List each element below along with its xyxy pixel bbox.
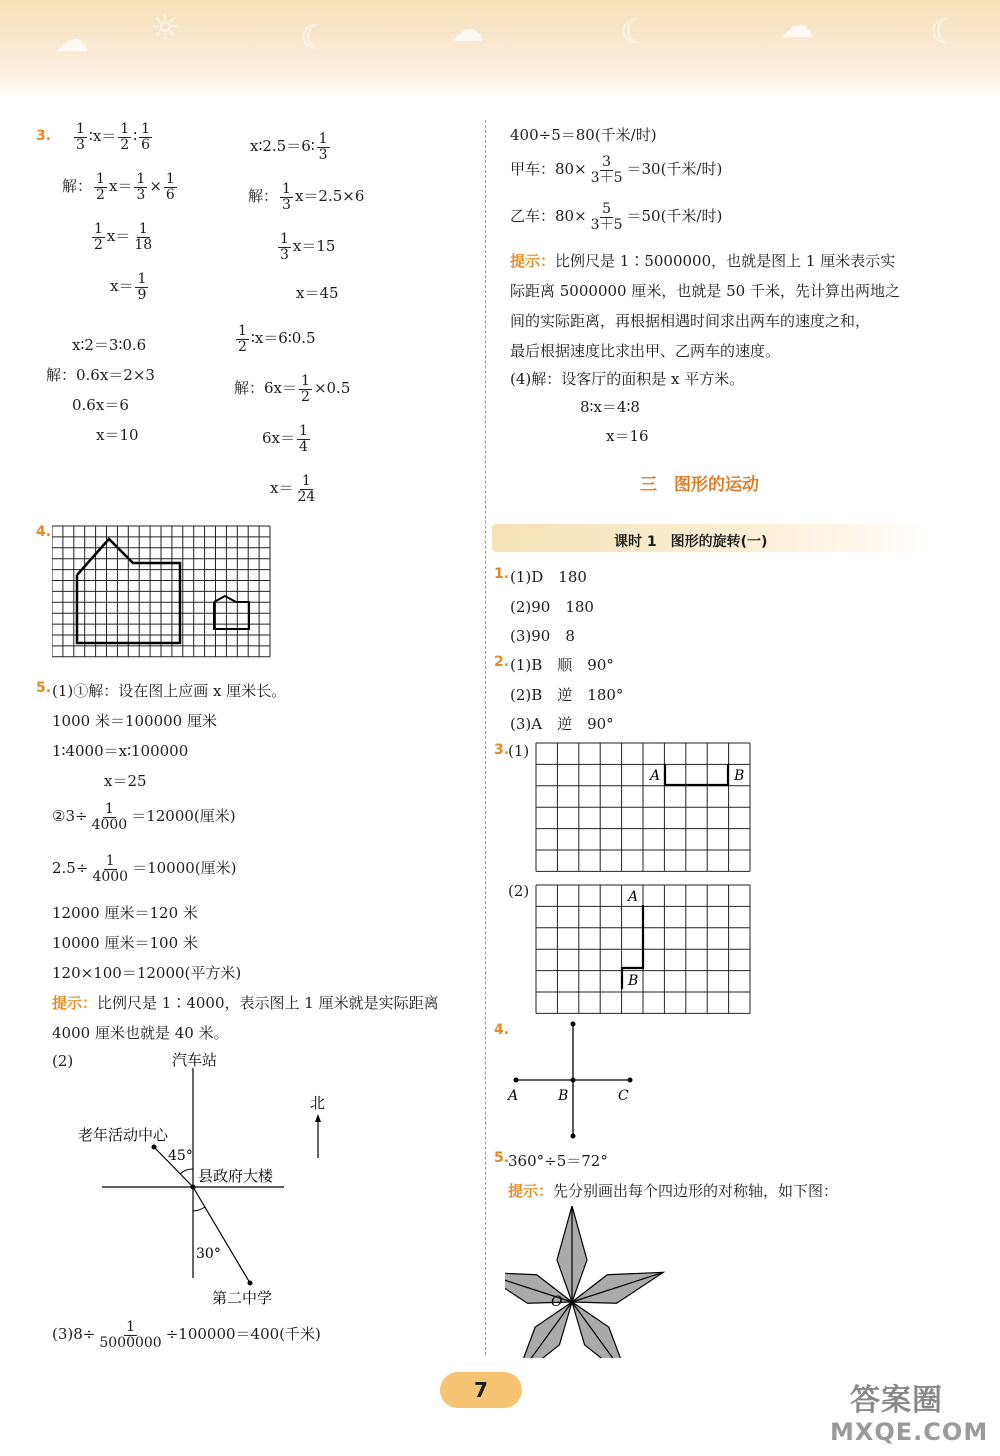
- direction-line-se: [193, 1187, 250, 1283]
- label-B: B: [628, 973, 639, 989]
- q3a-step2: $\frac{1}{2}$ x＝ $\frac{1}{18}$: [94, 221, 153, 253]
- q5-number: 5.: [36, 680, 52, 696]
- r1-number: 1.: [494, 566, 510, 582]
- label-north: 北: [310, 1094, 326, 1112]
- r3-grid-2: [535, 884, 751, 1014]
- label-bus-station: 汽车站: [172, 1051, 218, 1069]
- angle-arc-30: [193, 1207, 205, 1211]
- watermark-logo: 答案圈: [850, 1383, 943, 1418]
- r-part4-line-2: 8∶x＝4∶8: [580, 398, 640, 416]
- kite-petals: [505, 1206, 663, 1358]
- section-title: 三 图形的运动: [640, 475, 759, 495]
- q3b-step3: x＝45: [296, 284, 339, 302]
- r4-number: 4.: [494, 1022, 510, 1038]
- lesson-title: 课时 1 图形的旋转(一): [614, 534, 768, 550]
- q5-line-8: 10000 厘米＝100 米: [52, 934, 198, 952]
- q5-line-7: 12000 厘米＝120 米: [52, 904, 198, 922]
- r3-part1-label: (1): [508, 742, 530, 760]
- point-government: [191, 1185, 196, 1190]
- q5-line-2: 1000 米＝100000 厘米: [52, 712, 217, 730]
- point-top: [571, 1022, 576, 1027]
- r-jia-line: 甲车：80× $\frac{3}{3+5}$ ＝30(千米/时): [510, 154, 723, 186]
- r2-line-1: (1)B 顺 90°: [510, 656, 614, 674]
- point-bottom: [571, 1134, 576, 1139]
- page-number: 7: [440, 1372, 522, 1408]
- r5-number: 5.: [494, 1150, 510, 1166]
- r3-number: 3.: [494, 742, 510, 758]
- q5-hint-line-2: 4000 厘米也就是 40 米。: [52, 1024, 229, 1042]
- fraction: $\frac{1}{3}$: [76, 121, 85, 153]
- q3a-step1: 解： $\frac{1}{2}$ x＝ $\frac{1}{3}$ × $\frac{1}{6}$: [62, 171, 175, 203]
- label-B: B: [734, 768, 745, 784]
- q3c-step1: 解：0.6x＝2×3: [46, 366, 155, 384]
- r1-line-2: (2)90 180: [510, 598, 594, 616]
- q3d-step3: x＝ $\frac{1}{24}$: [270, 473, 316, 505]
- point-school: [248, 1281, 253, 1286]
- r2-line-3: (3)A 逆 90°: [510, 715, 614, 733]
- r-hint-line-2: 际距离 5000000 厘米，也就是 50 千米，先计算出两地之: [510, 282, 900, 300]
- r-hint-line-1: 提示：比例尺是 1∶5000000，也就是图上 1 厘米表示实: [510, 252, 896, 270]
- point-B: [571, 1078, 576, 1083]
- q5-hint-line-1: 提示：比例尺是 1∶4000，表示图上 1 厘米就是实际距离: [52, 994, 439, 1012]
- r5-line-1: 360°÷5＝72°: [508, 1152, 608, 1170]
- kite-petal: [572, 1302, 628, 1358]
- label-A: A: [508, 1088, 519, 1104]
- column-divider: [485, 120, 486, 1355]
- q5-line-4: x＝25: [104, 772, 147, 790]
- q5-part2-label: (2): [52, 1052, 74, 1070]
- label-A: A: [628, 889, 639, 905]
- cloud-icon: ☁: [780, 6, 814, 46]
- q3b-equation: x∶2.5＝6∶ $\frac{1}{3}$: [250, 131, 328, 163]
- r3-grid-1: [535, 742, 751, 872]
- q3a-equation: $\frac{1}{3}$ ∶x＝ $\frac{1}{2}$ ∶ $\frac{1}{6}$: [76, 121, 151, 153]
- r5-star-figure: [505, 1206, 675, 1358]
- q5-line-9: 120×100＝12000(平方米): [52, 964, 242, 982]
- angle-arc-45: [180, 1169, 193, 1174]
- q4-number: 4.: [36, 524, 52, 540]
- q3c-step3: x＝10: [96, 426, 139, 444]
- moon-icon: ☾: [930, 12, 961, 52]
- label-C: C: [618, 1088, 629, 1104]
- q3a-step3: x＝ $\frac{1}{9}$: [110, 271, 147, 303]
- label-elder-center: 老年活动中心: [78, 1126, 169, 1144]
- north-arrow-head: [315, 1114, 321, 1122]
- q4-grid-figure: [52, 525, 274, 665]
- cloud-icon: ☁: [450, 10, 484, 50]
- label-45deg: 45°: [168, 1148, 193, 1164]
- grid-lines: [536, 743, 750, 871]
- r-hint-line-4: 最后根据速度比求出甲、乙两车的速度。: [510, 342, 781, 360]
- q3c-equation: x∶2＝3∶0.6: [72, 336, 147, 354]
- grid-lines: [52, 526, 270, 657]
- q3c-step2: 0.6x＝6: [72, 396, 129, 414]
- r1-line-3: (3)90 8: [510, 627, 575, 645]
- label-B: B: [558, 1088, 569, 1104]
- point-C: [628, 1078, 633, 1083]
- point-A: [514, 1078, 519, 1083]
- watermark-url: MXQE.COM: [830, 1418, 989, 1446]
- r-yi-line: 乙车：80× $\frac{5}{3+5}$ ＝50(千米/时): [510, 201, 723, 233]
- q5-line-5: ②3÷ $\frac{1}{4000}$ ＝12000(厘米): [52, 801, 236, 833]
- r2-number: 2.: [494, 654, 510, 670]
- r1-line-1: (1)D 180: [510, 568, 587, 586]
- label-A: A: [650, 768, 661, 784]
- r5-hint: 提示：先分别画出每个四边形的对称轴，如下图：: [508, 1182, 839, 1200]
- sun-icon: ☼: [150, 8, 181, 48]
- r4-figure: [500, 1016, 650, 1146]
- cloud-icon: ☁: [55, 20, 89, 60]
- moon-icon: ☾: [300, 18, 331, 58]
- kite-petal: [516, 1302, 572, 1358]
- r-part4-line-1: (4)解：设客厅的面积是 x 平方米。: [510, 370, 745, 388]
- moon-icon: ☾: [620, 12, 651, 52]
- point-elder-center: [152, 1145, 157, 1150]
- r2-line-2: (2)B 逆 180°: [510, 686, 624, 704]
- r-hint-line-3: 间的实际距离，再根据相遇时间求出两车的速度之和，: [510, 312, 871, 330]
- r-line-1: 400÷5＝80(千米/时): [510, 126, 657, 144]
- q5-part3: (3)8÷ $\frac{1}{5000000}$ ÷100000＝400(千米): [52, 1319, 321, 1351]
- q3b-step1: 解： $\frac{1}{3}$ x＝2.5×6: [248, 181, 365, 213]
- label-O: O: [551, 1294, 563, 1310]
- label-30deg: 30°: [196, 1246, 221, 1262]
- r-part4-line-3: x＝16: [606, 427, 649, 445]
- label-school: 第二中学: [212, 1289, 273, 1307]
- q3d-step1: 解：6x＝ $\frac{1}{2}$ ×0.5: [234, 373, 351, 405]
- q3-number: 3.: [36, 128, 52, 144]
- q5-line-3: 1∶4000＝x∶100000: [52, 742, 189, 760]
- q3d-equation: $\frac{1}{2}$ ∶x＝6∶0.5: [238, 323, 316, 355]
- label-government: 县政府大楼: [198, 1167, 274, 1185]
- r3-part2-label: (2): [508, 882, 530, 900]
- q3b-step2: $\frac{1}{3}$ x＝15: [280, 231, 336, 263]
- q5-line-1: (1)①解：设在图上应画 x 厘米长。: [52, 682, 287, 700]
- q5-line-6: 2.5÷ $\frac{1}{4000}$ ＝10000(厘米): [52, 853, 237, 885]
- q5-map-figure: [60, 1046, 400, 1316]
- rotated-shape-1: [665, 764, 728, 785]
- top-banner: [0, 0, 1000, 100]
- q3d-step2: 6x＝ $\frac{1}{4}$: [262, 423, 308, 455]
